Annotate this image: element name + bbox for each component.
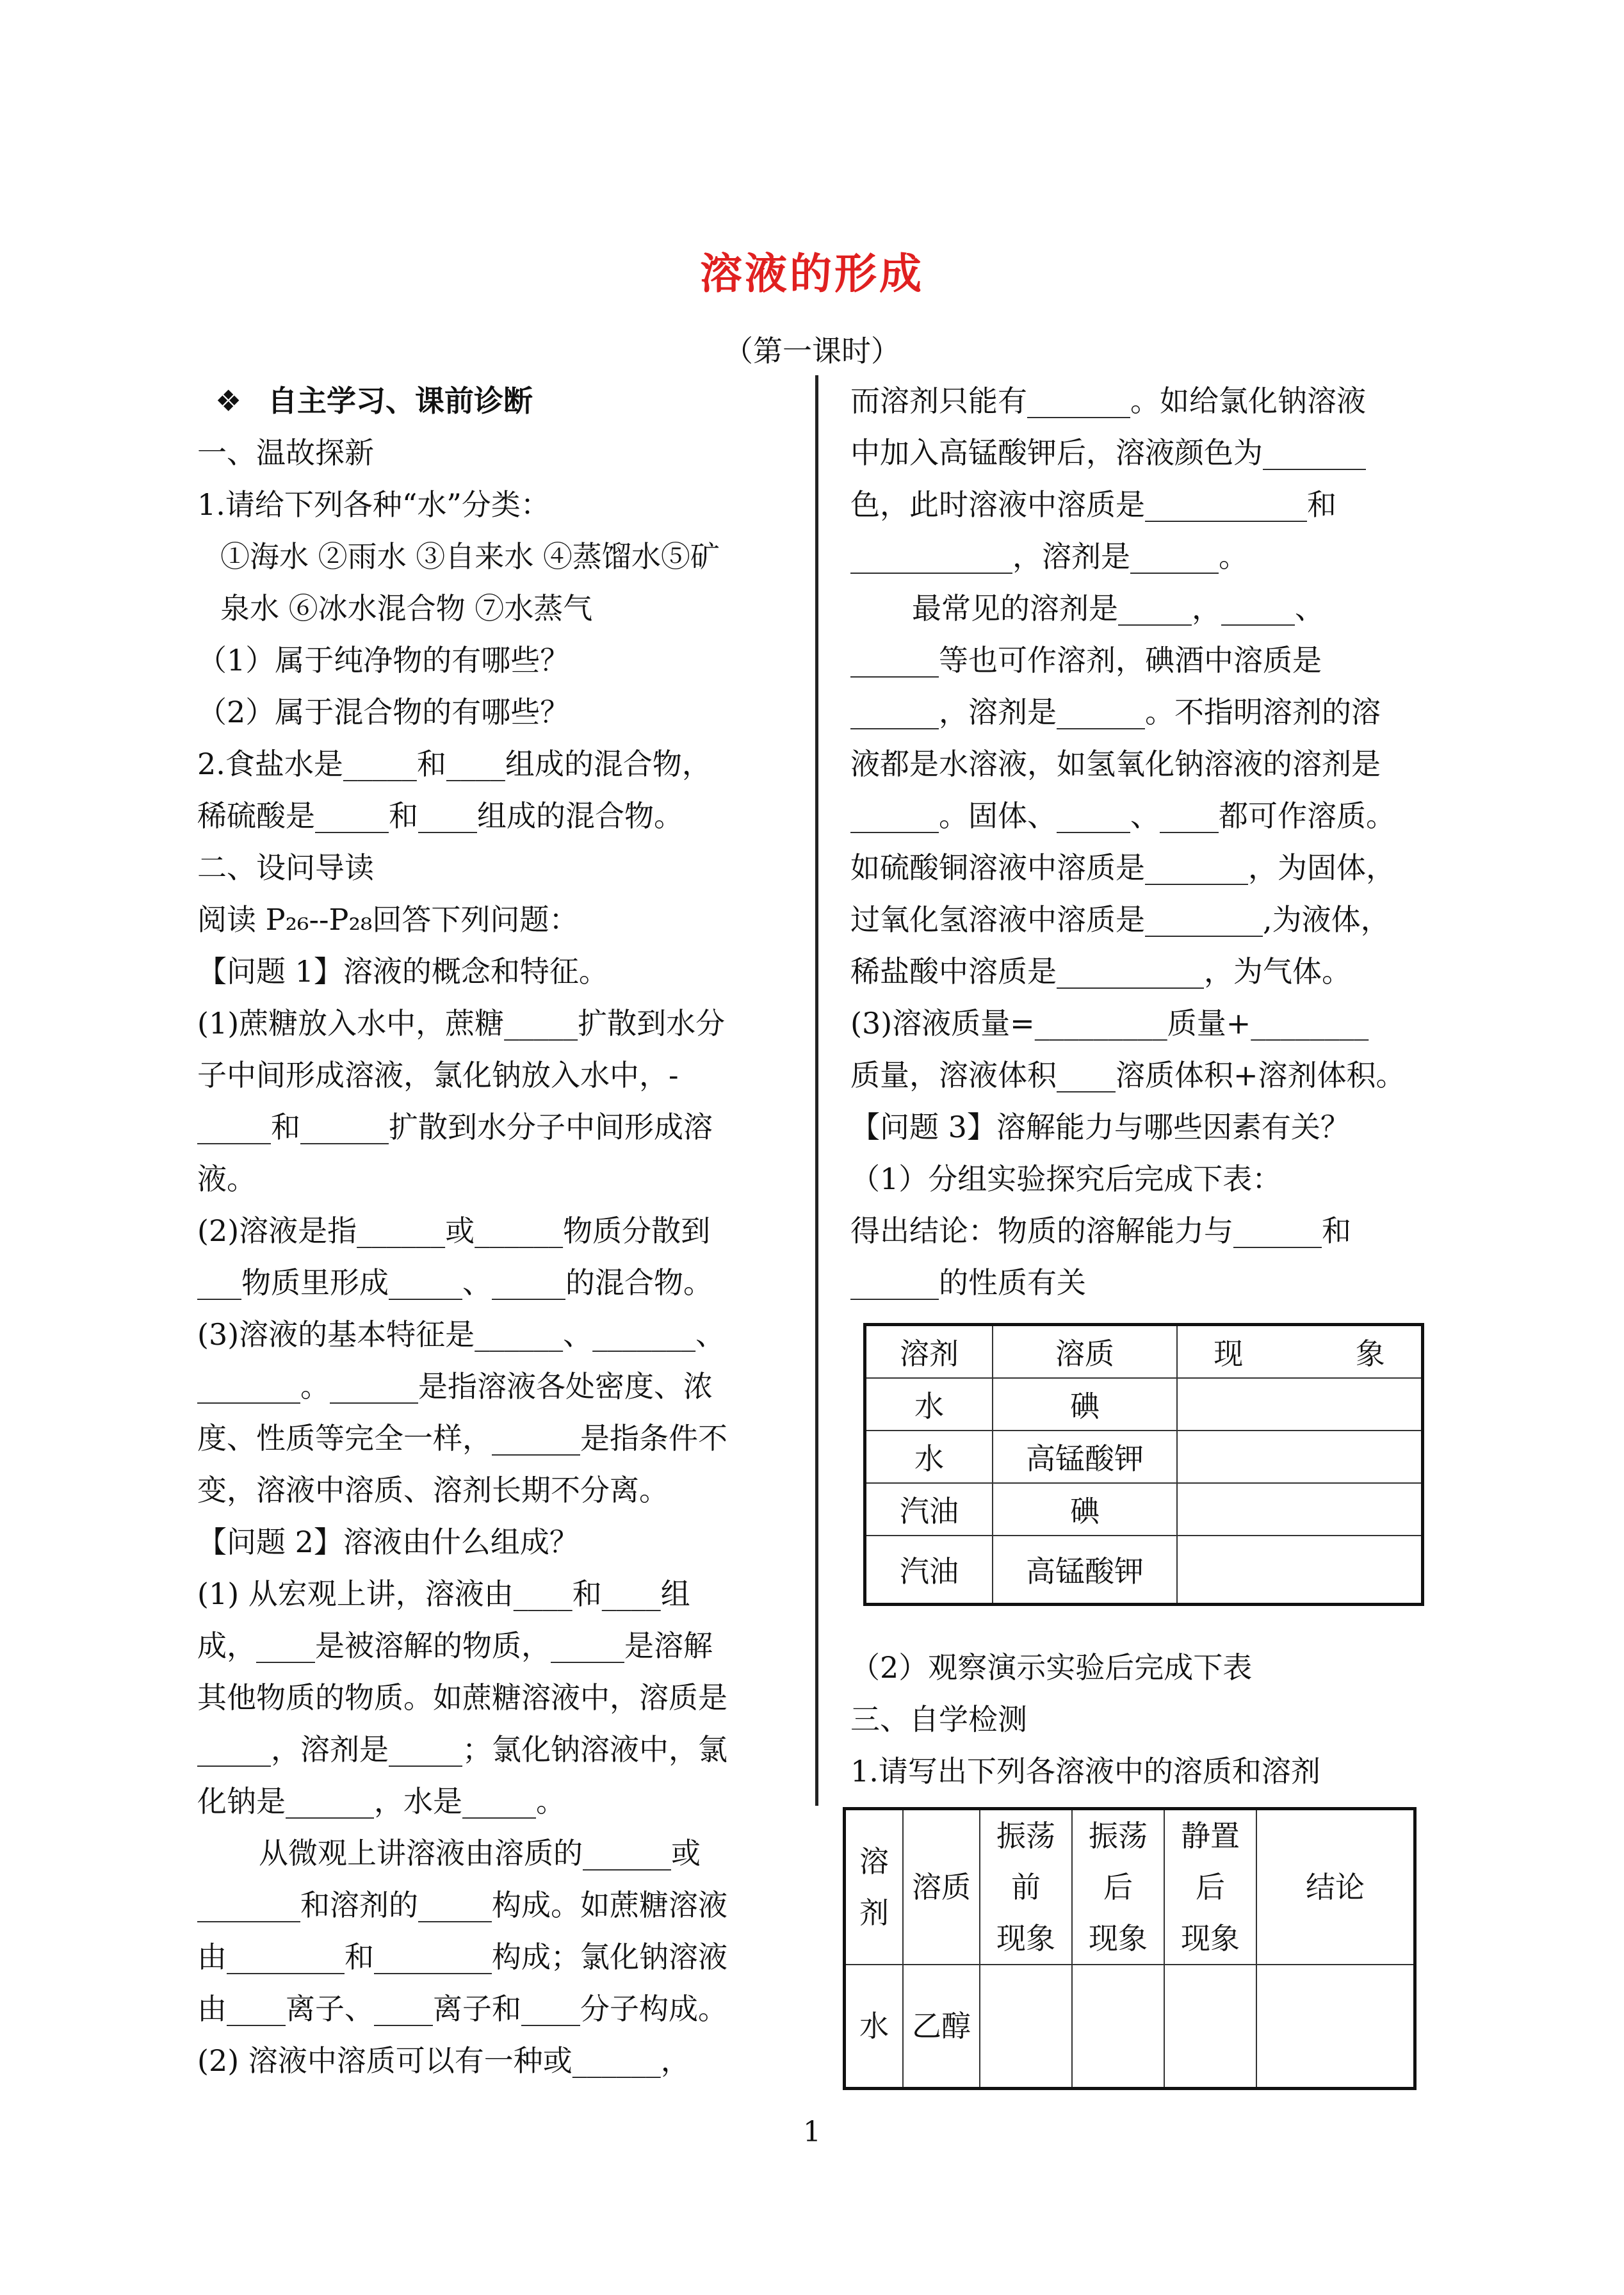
table-header-cell: 振荡 后 现象 bbox=[1072, 1809, 1164, 1965]
table-cell: 汽油 bbox=[865, 1536, 993, 1605]
table-cell: 高锰酸钾 bbox=[993, 1431, 1177, 1483]
table-cell-blank[interactable] bbox=[1177, 1483, 1423, 1536]
text-line: 阅读 P₂₆--P₂₈回答下列问题： bbox=[197, 902, 579, 937]
table-cell: 汽油 bbox=[865, 1483, 993, 1536]
text-line: 其他物质的物质。如蔗糖溶液中，溶质是 bbox=[197, 1680, 727, 1715]
table-cell: 碘 bbox=[993, 1378, 1177, 1431]
text-line: _____，溶剂是_____；氯化钠溶液中，氯 bbox=[197, 1732, 727, 1767]
text-line: 度、性质等完全一样，______是指条件不 bbox=[197, 1421, 727, 1456]
text-line: (3)溶液的基本特征是______、_______、 bbox=[197, 1317, 726, 1352]
text-line: 液。 bbox=[197, 1162, 256, 1196]
text-line: 如硫酸铜溶液中溶质是_______，为固体， bbox=[850, 850, 1395, 885]
table-cell-blank[interactable] bbox=[1256, 1965, 1415, 2089]
left-column bbox=[197, 375, 789, 2111]
text-line: 由____离子、____离子和____分子构成。 bbox=[197, 1991, 727, 2026]
text-line: _____和______扩散到水分子中间形成溶 bbox=[197, 1110, 713, 1144]
table-row bbox=[865, 1431, 1423, 1483]
table-cell-blank[interactable] bbox=[1177, 1536, 1423, 1605]
solubility-table bbox=[863, 1323, 1424, 1606]
text-line: 从微观上讲溶液由溶质的______或 bbox=[259, 1836, 701, 1870]
text-line: 过氧化氢溶液中溶质是________,为液体， bbox=[850, 902, 1390, 937]
text-line: 二、设问导读 bbox=[197, 850, 374, 885]
table-cell-blank[interactable] bbox=[1072, 1965, 1164, 2089]
table-header-cell: 溶 剂 bbox=[845, 1809, 904, 1965]
text-line: （1）分组实验探究后完成下表： bbox=[850, 1162, 1282, 1196]
table-header-cell: 静置 后 现象 bbox=[1164, 1809, 1256, 1965]
text-line: 【问题 2】溶液由什么组成？ bbox=[197, 1525, 579, 1559]
table-cell: 乙醇 bbox=[903, 1965, 980, 2089]
table-header-cell: 溶质 bbox=[993, 1325, 1177, 1379]
table-cell: 碘 bbox=[993, 1483, 1177, 1536]
text-line: _______和溶剂的_____构成。如蔗糖溶液 bbox=[197, 1888, 727, 1922]
text-line: 稀硫酸是_____和____组成的混合物。 bbox=[197, 799, 683, 833]
text-line: ______。固体、_____、____都可作溶质。 bbox=[850, 799, 1395, 833]
text-line: 变，溶液中溶质、溶剂长期不分离。 bbox=[197, 1473, 669, 1507]
text-line: (1) 从宏观上讲，溶液由____和____组 bbox=[197, 1577, 690, 1611]
text-line: (1)蔗糖放入水中，蔗糖_____扩散到水分 bbox=[197, 1006, 726, 1041]
text-line: (3)溶液质量=_________质量+________ bbox=[850, 1006, 1369, 1041]
text-line: 泉水 ⑥冰水混合物 ⑦水蒸气 bbox=[220, 591, 593, 626]
column-divider bbox=[815, 375, 818, 1806]
text-line: 【问题 3】溶解能力与哪些因素有关？ bbox=[850, 1110, 1350, 1144]
text-line: 化钠是______，水是_____。 bbox=[197, 1784, 565, 1819]
text-line: 1.请给下列各种“水”分类： bbox=[197, 487, 550, 522]
page-title: 溶液的形成 bbox=[700, 248, 924, 298]
text-line: 液都是水溶液，如氢氧化钠溶液的溶剂是 bbox=[850, 747, 1381, 781]
text-line: （2）属于混合物的有哪些？ bbox=[197, 695, 570, 729]
text-line: 最常见的溶剂是_____，_____、 bbox=[912, 591, 1324, 626]
text-line: 而溶剂只能有_______。如给氯化钠溶液 bbox=[850, 384, 1366, 418]
text-line: ___________，溶剂是______。 bbox=[850, 539, 1248, 574]
text-line: (2)溶液是指______或______物质分散到 bbox=[197, 1213, 711, 1248]
text-line: 【问题 1】溶液的概念和特征。 bbox=[197, 954, 608, 989]
table-header-row bbox=[865, 1325, 1423, 1379]
table-row bbox=[865, 1483, 1423, 1536]
text-line: 三、自学检测 bbox=[850, 1702, 1027, 1737]
table-cell-blank[interactable] bbox=[980, 1965, 1072, 2089]
text-line: 中加入高锰酸钾后，溶液颜色为_______ bbox=[850, 435, 1366, 470]
table-header-cell: 溶剂 bbox=[865, 1325, 993, 1379]
table-cell: 水 bbox=[865, 1431, 993, 1483]
text-line: 稀盐酸中溶质是__________，为气体。 bbox=[850, 954, 1351, 989]
table-cell: 水 bbox=[845, 1965, 904, 2089]
table-cell-blank[interactable] bbox=[1177, 1431, 1423, 1483]
table-header-row bbox=[845, 1809, 1415, 1965]
section-title: 自主学习、课前诊断 bbox=[268, 384, 533, 418]
text-line: 子中间形成溶液，氯化钠放入水中，- bbox=[197, 1058, 679, 1092]
text-line: 成，____是被溶解的物质，_____是溶解 bbox=[197, 1628, 713, 1663]
text-line: ______的性质有关 bbox=[850, 1265, 1086, 1300]
table-row bbox=[865, 1536, 1423, 1605]
page-number: 1 bbox=[803, 2116, 821, 2148]
text-line: ______，溶剂是______。不指明溶剂的溶 bbox=[850, 695, 1381, 729]
table-header-cell: 现 象 bbox=[1177, 1325, 1423, 1379]
text-line: (2) 溶液中溶质可以有一种或______， bbox=[197, 2043, 690, 2078]
text-line: 质量，溶液体积____溶质体积+溶剂体积。 bbox=[850, 1058, 1406, 1092]
text-line: （2）观察演示实验后完成下表 bbox=[850, 1650, 1253, 1685]
text-line: ___物质里形成_____、_____的混合物。 bbox=[197, 1265, 713, 1300]
table-row bbox=[845, 1965, 1415, 2089]
table-cell-blank[interactable] bbox=[1177, 1378, 1423, 1431]
table-header-cell: 溶质 bbox=[903, 1809, 980, 1965]
table-row bbox=[865, 1378, 1423, 1431]
table-cell: 水 bbox=[865, 1378, 993, 1431]
page-subtitle: （第一课时） bbox=[724, 334, 900, 368]
diamond-bullet-icon: ❖ bbox=[215, 384, 242, 418]
demo-experiment-table bbox=[843, 1807, 1417, 2090]
text-line: ______等也可作溶剂，碘酒中溶质是 bbox=[850, 643, 1322, 677]
text-line: （1）属于纯净物的有哪些？ bbox=[197, 643, 570, 677]
table-header-cell: 结论 bbox=[1256, 1809, 1415, 1965]
table-cell: 高锰酸钾 bbox=[993, 1536, 1177, 1605]
table-cell-blank[interactable] bbox=[1164, 1965, 1256, 2089]
text-line: 色，此时溶液中溶质是___________和 bbox=[850, 487, 1336, 522]
text-line: 得出结论：物质的溶解能力与______和 bbox=[850, 1213, 1351, 1248]
text-line: 一、温故探新 bbox=[197, 435, 374, 470]
text-line: 由________和________构成；氯化钠溶液 bbox=[197, 1940, 727, 1974]
table-header-cell: 振荡 前 现象 bbox=[980, 1809, 1072, 1965]
text-line: _______。______是指溶液各处密度、浓 bbox=[197, 1369, 713, 1404]
text-line: ①海水 ②雨水 ③自来水 ④蒸馏水⑤矿 bbox=[220, 539, 720, 574]
section-heading bbox=[197, 375, 789, 427]
text-line: 1.请写出下列各溶液中的溶质和溶剂 bbox=[850, 1754, 1320, 1788]
text-line: 2.食盐水是_____和____组成的混合物， bbox=[197, 747, 711, 781]
